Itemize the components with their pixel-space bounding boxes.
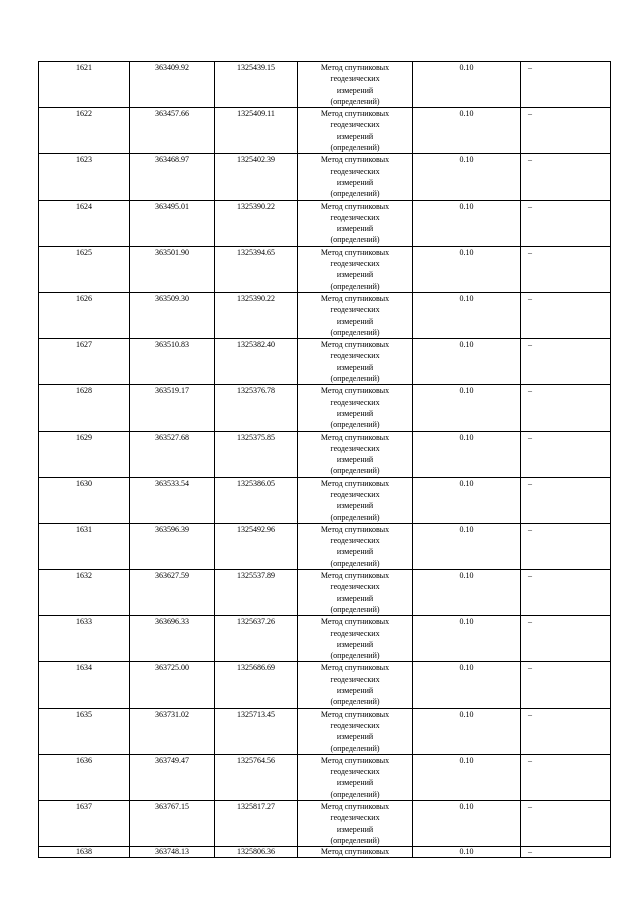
point-number-cell: 1637 [39, 801, 130, 847]
table-row [39, 754, 611, 800]
method-cell [298, 108, 413, 154]
method-text: Метод спутниковых геодезических измерений (определений) [320, 109, 390, 153]
y-coordinate-cell: 1325537.89 [215, 570, 298, 616]
method-text: Метод спутниковых геодезических измерений (определений) [320, 340, 390, 384]
method-text: Метод спутниковых геодезических измерений (определений) [320, 755, 390, 799]
method-cell [298, 523, 413, 569]
note-cell: – [521, 616, 611, 662]
y-coordinate-cell: 1325382.40 [215, 339, 298, 385]
method-text: Метод спутниковых геодезических измерений (определений) [320, 478, 390, 522]
note-cell: – [521, 292, 611, 338]
table-row [39, 246, 611, 292]
method-text: Метод спутниковых геодезических измерений (определений) [320, 247, 390, 291]
point-number-cell: 1627 [39, 339, 130, 385]
note-cell: – [521, 847, 611, 858]
note-cell: – [521, 708, 611, 754]
accuracy-cell: 0.10 [413, 431, 521, 477]
method-cell [298, 431, 413, 477]
y-coordinate-cell: 1325806.36 [215, 847, 298, 858]
note-cell: – [521, 431, 611, 477]
point-number-cell: 1628 [39, 385, 130, 431]
y-coordinate-cell: 1325492.96 [215, 523, 298, 569]
note-cell: – [521, 339, 611, 385]
table-row [39, 200, 611, 246]
table-row [39, 662, 611, 708]
x-coordinate-cell: 363527.68 [130, 431, 215, 477]
note-cell: – [521, 385, 611, 431]
point-number-cell: 1625 [39, 246, 130, 292]
point-number-cell: 1626 [39, 292, 130, 338]
method-text: Метод спутниковых геодезических измерений (определений) [320, 802, 390, 845]
accuracy-cell: 0.10 [413, 523, 521, 569]
table-row [39, 292, 611, 338]
method-cell [298, 200, 413, 246]
y-coordinate-cell: 1325637.26 [215, 616, 298, 662]
x-coordinate-cell: 363725.00 [130, 662, 215, 708]
x-coordinate-cell: 363748.13 [130, 847, 215, 858]
table-row [39, 801, 611, 847]
method-text: Метод спутниковых геодезических измерений (определений) [320, 155, 390, 199]
table-row [39, 339, 611, 385]
y-coordinate-cell: 1325394.65 [215, 246, 298, 292]
point-number-cell: 1624 [39, 200, 130, 246]
method-text: Метод спутниковых геодезических измерений (определений) [320, 663, 390, 707]
accuracy-cell: 0.10 [413, 477, 521, 523]
method-text: Метод спутниковых геодезических измерений (определений) [320, 571, 390, 614]
x-coordinate-cell: 363495.01 [130, 200, 215, 246]
point-number-cell: 1635 [39, 708, 130, 754]
method-text: Метод спутниковых геодезических измерений (определений) [320, 201, 390, 245]
y-coordinate-cell: 1325376.78 [215, 385, 298, 431]
method-cell [298, 847, 413, 858]
table-row [39, 154, 611, 200]
note-cell: – [521, 523, 611, 569]
accuracy-cell: 0.10 [413, 570, 521, 616]
y-coordinate-cell: 1325402.39 [215, 154, 298, 200]
coordinates-table-body [39, 62, 611, 858]
accuracy-cell: 0.10 [413, 292, 521, 338]
table-row [39, 570, 611, 616]
y-coordinate-cell: 1325375.85 [215, 431, 298, 477]
point-number-cell: 1621 [39, 62, 130, 108]
method-cell [298, 62, 413, 108]
method-cell [298, 154, 413, 200]
point-number-cell: 1636 [39, 754, 130, 800]
x-coordinate-cell: 363468.97 [130, 154, 215, 200]
method-text: Метод спутниковых [320, 847, 390, 857]
y-coordinate-cell: 1325764.56 [215, 754, 298, 800]
method-cell [298, 662, 413, 708]
table-row [39, 523, 611, 569]
x-coordinate-cell: 363627.59 [130, 570, 215, 616]
y-coordinate-cell: 1325390.22 [215, 292, 298, 338]
accuracy-cell: 0.10 [413, 847, 521, 858]
x-coordinate-cell: 363519.17 [130, 385, 215, 431]
note-cell: – [521, 477, 611, 523]
note-cell: – [521, 754, 611, 800]
method-cell [298, 339, 413, 385]
accuracy-cell: 0.10 [413, 246, 521, 292]
y-coordinate-cell: 1325409.11 [215, 108, 298, 154]
table-row [39, 431, 611, 477]
method-cell [298, 385, 413, 431]
x-coordinate-cell: 363457.66 [130, 108, 215, 154]
x-coordinate-cell: 363731.02 [130, 708, 215, 754]
table-row [39, 616, 611, 662]
method-text: Метод спутниковых геодезических измерений (определений) [320, 524, 390, 568]
method-cell [298, 477, 413, 523]
y-coordinate-cell: 1325390.22 [215, 200, 298, 246]
note-cell: – [521, 154, 611, 200]
note-cell: – [521, 662, 611, 708]
point-number-cell: 1623 [39, 154, 130, 200]
y-coordinate-cell: 1325713.45 [215, 708, 298, 754]
x-coordinate-cell: 363596.39 [130, 523, 215, 569]
point-number-cell: 1634 [39, 662, 130, 708]
note-cell: – [521, 62, 611, 108]
accuracy-cell: 0.10 [413, 154, 521, 200]
point-number-cell: 1622 [39, 108, 130, 154]
y-coordinate-cell: 1325686.69 [215, 662, 298, 708]
accuracy-cell: 0.10 [413, 200, 521, 246]
method-text: Метод спутниковых геодезических измерений (определений) [320, 63, 390, 106]
accuracy-cell: 0.10 [413, 662, 521, 708]
table-row [39, 108, 611, 154]
note-cell: – [521, 570, 611, 616]
point-number-cell: 1632 [39, 570, 130, 616]
method-cell [298, 616, 413, 662]
method-cell [298, 754, 413, 800]
accuracy-cell: 0.10 [413, 108, 521, 154]
x-coordinate-cell: 363533.54 [130, 477, 215, 523]
method-cell [298, 292, 413, 338]
method-cell [298, 801, 413, 847]
method-cell [298, 246, 413, 292]
x-coordinate-cell: 363501.90 [130, 246, 215, 292]
table-row [39, 847, 611, 858]
table-row [39, 62, 611, 108]
note-cell: – [521, 246, 611, 292]
coordinates-table [38, 61, 611, 858]
method-cell [298, 570, 413, 616]
accuracy-cell: 0.10 [413, 801, 521, 847]
table-row [39, 385, 611, 431]
note-cell: – [521, 108, 611, 154]
accuracy-cell: 0.10 [413, 616, 521, 662]
accuracy-cell: 0.10 [413, 339, 521, 385]
y-coordinate-cell: 1325386.05 [215, 477, 298, 523]
accuracy-cell: 0.10 [413, 385, 521, 431]
y-coordinate-cell: 1325439.15 [215, 62, 298, 108]
point-number-cell: 1630 [39, 477, 130, 523]
point-number-cell: 1638 [39, 847, 130, 858]
x-coordinate-cell: 363696.33 [130, 616, 215, 662]
note-cell: – [521, 200, 611, 246]
point-number-cell: 1631 [39, 523, 130, 569]
method-text: Метод спутниковых геодезических измерений (определений) [320, 709, 390, 753]
table-row [39, 477, 611, 523]
method-cell [298, 708, 413, 754]
y-coordinate-cell: 1325817.27 [215, 801, 298, 847]
x-coordinate-cell: 363509.30 [130, 292, 215, 338]
point-number-cell: 1633 [39, 616, 130, 662]
x-coordinate-cell: 363409.92 [130, 62, 215, 108]
x-coordinate-cell: 363749.47 [130, 754, 215, 800]
method-text: Метод спутниковых геодезических измерений (определений) [320, 432, 390, 476]
accuracy-cell: 0.10 [413, 708, 521, 754]
note-cell: – [521, 801, 611, 847]
x-coordinate-cell: 363767.15 [130, 801, 215, 847]
method-text: Метод спутниковых геодезических измерений (определений) [320, 293, 390, 337]
method-text: Метод спутниковых геодезических измерений (определений) [320, 386, 390, 430]
accuracy-cell: 0.10 [413, 754, 521, 800]
x-coordinate-cell: 363510.83 [130, 339, 215, 385]
point-number-cell: 1629 [39, 431, 130, 477]
accuracy-cell: 0.10 [413, 62, 521, 108]
table-row [39, 708, 611, 754]
method-text: Метод спутниковых геодезических измерений (определений) [320, 617, 390, 661]
